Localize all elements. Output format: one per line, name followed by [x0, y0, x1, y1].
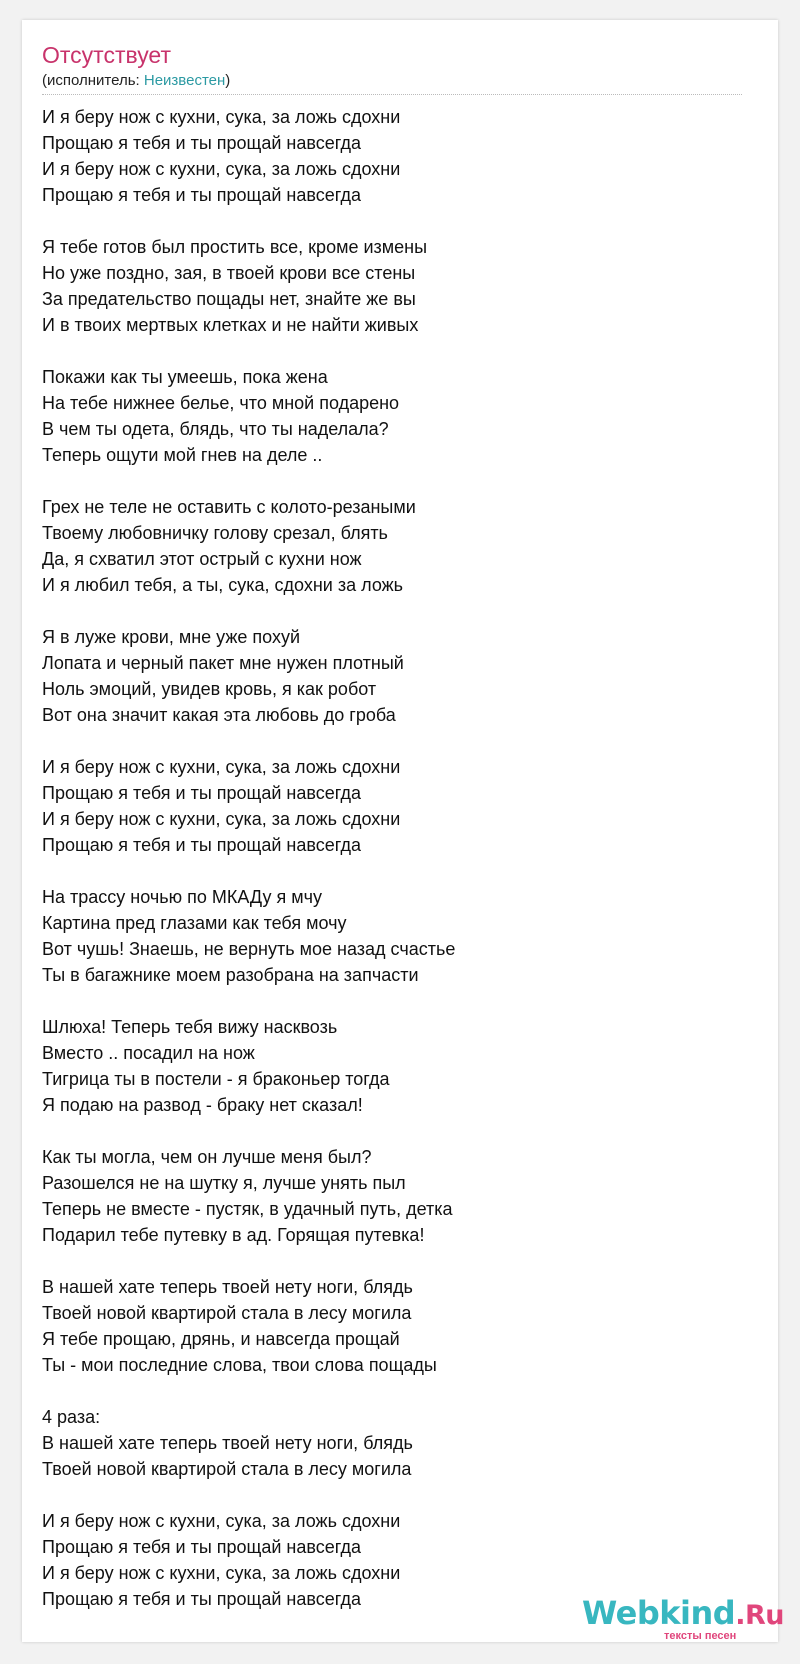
lyrics-stanza [42, 1404, 732, 1482]
lyrics-line: Грех не теле не оставить с колото-резаными [42, 497, 416, 517]
lyrics-line: Шлюха! Теперь тебя вижу насквозь [42, 1017, 338, 1037]
lyrics-line: И я беру нож с кухни, сука, за ложь сдохни [42, 107, 401, 127]
lyrics-line: В нашей хате теперь твоей нету ноги, блядь [42, 1433, 413, 1453]
lyrics-line: И я беру нож с кухни, сука, за ложь сдохни [42, 757, 401, 777]
lyrics-line: Ты - мои последние слова, твои слова пощады [42, 1355, 437, 1375]
lyrics-line: Да, я схватил этот острый с кухни нож [42, 549, 362, 569]
lyrics-line: И я любил тебя, а ты, сука, сдохни за ложь [42, 575, 404, 595]
lyrics-line: Твоей новой квартирой стала в лесу могила [42, 1459, 412, 1479]
lyrics-stanza [42, 1014, 732, 1118]
lyrics-line: Теперь не вместе - пустяк, в удачный путь, детка [42, 1199, 453, 1219]
lyrics-line: Картина пред глазами как тебя мочу [42, 913, 347, 933]
lyrics-line: Вот чушь! Знаешь, не вернуть мое назад счастье [42, 939, 456, 959]
artist-suffix: ) [225, 72, 231, 89]
lyrics-line: И в твоих мертвых клетках и не найти живых [42, 315, 419, 335]
lyrics-line: Прощаю я тебя и ты прощай навсегда [42, 783, 362, 803]
lyrics-stanza [42, 494, 732, 598]
lyrics-line: Подарил тебе путевку в ад. Горящая путевка! [42, 1225, 425, 1245]
lyrics-line: Прощаю я тебя и ты прощай навсегда [42, 835, 362, 855]
lyrics-line: Ты в багажнике моем разобрана на запчасти [42, 965, 419, 985]
lyrics-line: Лопата и черный пакет мне нужен плотный [42, 653, 404, 673]
lyrics-line: Разошелся не на шутку я, лучше унять пыл [42, 1173, 406, 1193]
lyrics-stanza [42, 1144, 732, 1248]
lyrics-stanza [42, 104, 732, 208]
lyrics-line: И я беру нож с кухни, сука, за ложь сдохни [42, 1563, 401, 1583]
lyrics-line: 4 раза: [42, 1407, 101, 1427]
song-title: Отсутствует [42, 42, 171, 68]
divider [42, 94, 742, 95]
lyrics-line: И я беру нож с кухни, сука, за ложь сдохни [42, 1511, 401, 1531]
lyrics-line: Я тебе готов был простить все, кроме измены [42, 237, 428, 257]
logo-tagline: тексты песен [664, 1630, 737, 1642]
lyrics-line: И я беру нож с кухни, сука, за ложь сдохни [42, 159, 401, 179]
lyrics-line: Прощаю я тебя и ты прощай навсегда [42, 185, 362, 205]
lyrics-line: В чем ты одета, блядь, что ты наделала? [42, 419, 389, 439]
lyrics-line: Покажи как ты умеешь, пока жена [42, 367, 328, 387]
lyrics-stanza [42, 1274, 732, 1378]
lyrics-line: Ноль эмоций, увидев кровь, я как робот [42, 679, 377, 699]
lyrics-line: Я в луже крови, мне уже похуй [42, 627, 301, 647]
lyrics-stanza [42, 884, 732, 988]
lyrics-line: Прощаю я тебя и ты прощай навсегда [42, 1537, 362, 1557]
lyrics-line: В нашей хате теперь твоей нету ноги, блядь [42, 1277, 413, 1297]
lyrics-line: Вместо .. посадил на нож [42, 1043, 255, 1063]
lyrics-line: Твоему любовничку голову срезал, блять [42, 523, 388, 543]
lyrics-line: Но уже поздно, зая, в твоей крови все стены [42, 263, 416, 283]
artist-prefix: (исполнитель: [42, 72, 144, 89]
logo-wordmark: Webkind.Ru [582, 1594, 784, 1632]
lyrics-line: За предательство пощады нет, знайте же вы [42, 289, 416, 309]
lyrics-line: Тигрица ты в постели - я браконьер тогда [42, 1069, 390, 1089]
lyrics-line: Теперь ощути мой гнев на деле .. [42, 445, 323, 465]
lyrics-card [22, 20, 784, 1642]
artist-line [42, 72, 230, 89]
lyrics-line: На трассу ночью по МКАДу я мчу [42, 887, 323, 907]
lyrics-line: Прощаю я тебя и ты прощай навсегда [42, 1589, 362, 1609]
lyrics-text [42, 104, 732, 1638]
lyrics-stanza [42, 234, 732, 338]
lyrics-stanza [42, 364, 732, 468]
lyrics-line: И я беру нож с кухни, сука, за ложь сдохни [42, 809, 401, 829]
lyrics-line: Как ты могла, чем он лучше меня был? [42, 1147, 372, 1167]
site-logo[interactable] [582, 1594, 782, 1642]
lyrics-line: Прощаю я тебя и ты прощай навсегда [42, 133, 362, 153]
lyrics-line: На тебе нижнее белье, что мной подарено [42, 393, 400, 413]
lyrics-stanza [42, 624, 732, 728]
lyrics-stanza [42, 754, 732, 858]
lyrics-line: Вот она значит какая эта любовь до гроба [42, 705, 396, 725]
lyrics-line: Твоей новой квартирой стала в лесу могила [42, 1303, 412, 1323]
lyrics-line: Я подаю на развод - браку нет сказал! [42, 1095, 363, 1115]
artist-link[interactable]: Неизвестен [143, 72, 226, 89]
lyrics-line: Я тебе прощаю, дрянь, и навсегда прощай [42, 1329, 400, 1349]
